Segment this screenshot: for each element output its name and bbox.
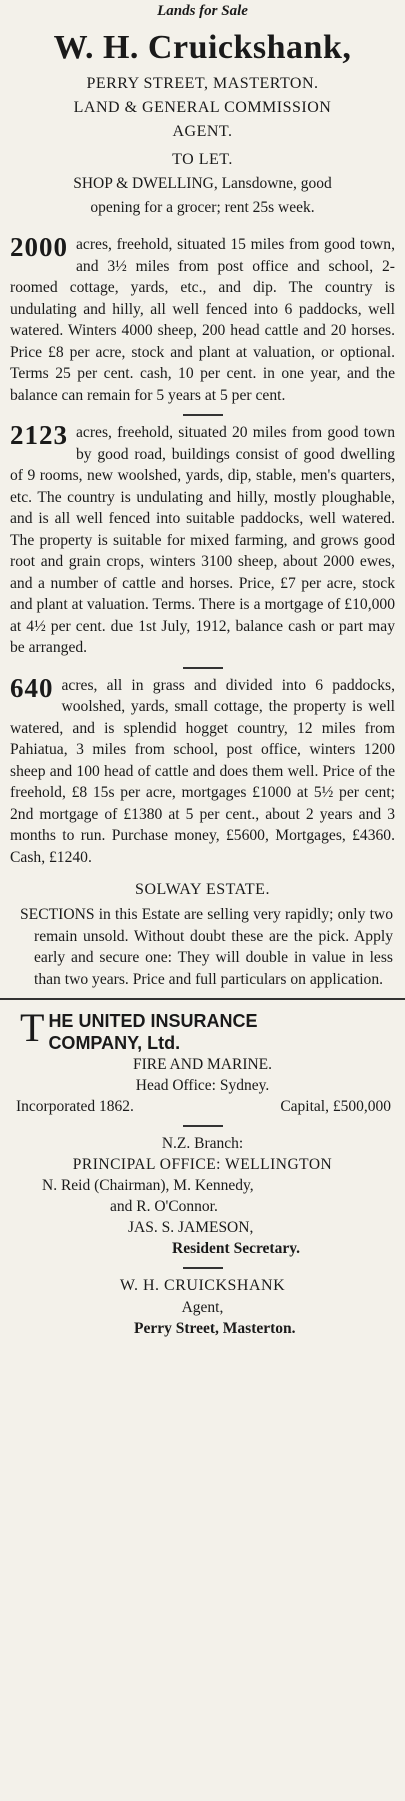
to-let-heading: TO LET. <box>172 151 233 168</box>
insurance-agent-name: W. H. CRUICKSHANK <box>119 1277 286 1294</box>
section-title: Lands for Sale <box>157 3 248 19</box>
insurance-fire-marine: FIRE AND MARINE. <box>132 1056 273 1073</box>
solway-text: SECTIONS in this Estate are selling very rapidly; only two remain unsold. Without doubt these are the pick. Apply early and secure one: They will double in value in less than two years. Price and full particulars on application. <box>20 906 393 988</box>
firm-role-line2: AGENT. <box>172 123 233 140</box>
listing-text: acres, freehold, situated 15 miles from good town, and 3½ miles from post office and school, 2-roomed cottage, yards, etc., and dip. The country is undulating and hilly, all well fenced into 6 paddocks, well watered. Winters 4000 sheep, 200 head cattle and 20 horses. Price £8 per acre, stock and plant at valuation, or optional. Terms 25 per cent. cash, 10 per cent. in one year, and the balance can remain for 5 years at 5 per cent. <box>10 236 395 404</box>
listing-2123 <box>10 422 395 659</box>
firm-name: W. H. Cruickshank, <box>53 29 352 66</box>
listing-2000 <box>10 234 395 406</box>
insurance-agent-address: Perry Street, Masterton. <box>134 1320 296 1337</box>
solway-heading: SOLWAY ESTATE. <box>135 881 270 898</box>
insurance-inc-capital <box>0 1096 405 1117</box>
divider <box>183 414 223 416</box>
insurance-block <box>0 1010 405 1339</box>
insurance-secretary-name: JAS. S. JAMESON, <box>128 1219 254 1236</box>
listing-text: acres, all in grass and divided into 6 paddocks, woolshed, yards, small cottage, the property is well watered, and is splendid hogget country, 12 miles from Pahiatua, 3 miles from school, post office, winters 1200 sheep and 100 head of cattle and does them well. Price of the freehold, £8 15s per acre, mortgages £1000 at 5½ per cent; 2nd mortgage of £1380 at 5 per cent., about 2 years and 3 months to run. Purchase money, £5600, Mortgages, £4360. Cash, £1240. <box>10 676 395 866</box>
insurance-name-line2: COMPANY, Ltd. <box>48 1033 181 1053</box>
listing-text: acres, freehold, situated 20 miles from good town by good road, buildings consist of good dwelling of 9 rooms, new woolshed, yards, dip, stable, men's quarters, etc. The country is undulating and hilly, mostly ploughable, and is all well fenced into suitable paddocks, well watered. The property is suitable for mixed farming, and grows good root and grain crops, winters 3100 sheep, about 2000 ewes, and a number of cattle and horses. Price, £7 per acre, stock and plant at valuation. Terms. There is a mortgage of £10,000 at 4½ per cent. due 1st July, 1912, balance cash or part may be arranged. <box>10 424 395 656</box>
listing-number: 2000 <box>10 232 68 262</box>
divider <box>183 667 223 669</box>
divider <box>183 1125 223 1127</box>
insurance-initial: T <box>20 1010 45 1050</box>
insurance-agent-title: Agent, <box>181 1299 224 1316</box>
insurance-principal-office: PRINCIPAL OFFICE: WELLINGTON <box>72 1156 333 1173</box>
to-let-line1: SHOP & DWELLING, Lansdowne, good <box>73 175 332 192</box>
divider <box>183 1267 223 1269</box>
insurance-directors-line2: and R. O'Connor. <box>110 1198 218 1215</box>
insurance-head-office: Head Office: Sydney. <box>135 1077 270 1094</box>
listing-number: 2123 <box>10 420 68 450</box>
insurance-nz-branch: N.Z. Branch: <box>161 1135 244 1152</box>
insurance-capital: Capital, £500,000 <box>280 1098 391 1115</box>
to-let-line2: opening for a grocer; rent 25s week. <box>90 199 315 216</box>
firm-role-line1: LAND & GENERAL COMMISSION <box>73 99 332 116</box>
firm-address: PERRY STREET, MASTERTON. <box>86 75 319 92</box>
listing-640 <box>10 672 395 869</box>
insurance-directors-line1: N. Reid (Chairman), M. Kennedy, <box>42 1177 254 1194</box>
listing-number: 640 <box>10 672 54 703</box>
divider-full <box>0 998 405 1000</box>
insurance-secretary-title: Resident Secretary. <box>172 1240 300 1257</box>
insurance-name-line1: HE UNITED INSURANCE <box>48 1011 258 1031</box>
insurance-incorporated: Incorporated 1862. <box>16 1098 134 1115</box>
